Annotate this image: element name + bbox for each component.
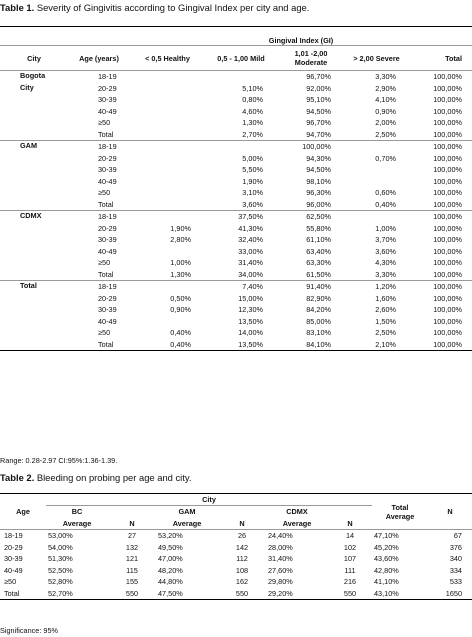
table1-cell-severe: 0,70% [375,153,396,163]
table2-cell-age: ≥50 [4,577,17,587]
table1-cell-moderate: 61,50% [306,269,331,279]
table-row [0,223,472,235]
table1-cell-total: 100,00% [433,72,462,82]
table1-cell-moderate: 92,00% [306,83,331,93]
table2-caption-text: Bleeding on probing per age and city. [34,472,192,483]
table1-group-header: Gingival Index (GI) [268,36,334,45]
table1-cell-healthy [130,199,205,211]
table1-cell-moderate: 96,00% [306,199,331,209]
table1-cell-age: 40-49 [98,176,117,186]
table1-cell-mild: 12,30% [238,305,263,315]
table1-cell-mild: 5,50% [242,165,263,175]
table1-cell-mild: 41,30% [238,223,263,233]
table2-cell-total-n: 1650 [445,588,462,598]
table1-city-empty [0,327,68,339]
table1-cell-moderate: 84,10% [306,339,331,349]
table1-cell-severe: 2,90% [375,83,396,93]
table1-city-empty [0,199,68,211]
table1-cell-total: 100,00% [433,153,462,163]
table2-cell-total-average: 42,80% [374,565,399,575]
table2-group-header: City [46,494,372,506]
table2-header-gam-n: N [239,518,245,528]
table2-cell-cdmx-n: 111 [344,565,356,575]
table1-cell-healthy [130,106,205,118]
table2-subheader-gam: GAM [178,507,196,517]
table-row [0,339,472,351]
table1-cell-total: 100,00% [433,95,462,105]
table1-cell-moderate: 100,00% [302,142,331,152]
table1-cell-moderate: 63,40% [306,246,331,256]
table2-cell-cdmx-n: 107 [343,554,357,564]
table1-cell-severe [345,141,408,153]
table-row [0,187,472,199]
table1-cell-severe: 3,30% [375,269,396,279]
table1-cell-total: 100,00% [433,328,462,338]
table1-cell-age: 18-19 [98,282,117,292]
table-row [0,553,472,565]
table2-cell-total-n: 376 [449,542,462,552]
table1-city-label: Bogota [20,71,46,80]
table1-cell-total: 100,00% [433,188,462,198]
table1-cell-healthy: 2,80% [170,235,191,245]
table1-cell-total: 100,00% [433,339,462,349]
table1-cell-healthy: 1,00% [170,258,191,268]
table1-cell-total: 100,00% [433,199,462,209]
table1-cell-moderate: 94,50% [306,106,331,116]
table2-cell-cdmx-average: 27,60% [268,565,293,575]
table1-city-empty [0,269,68,281]
table2-cell-cdmx-average: 28,00% [268,542,293,552]
table1-cell-age: 30-39 [98,305,117,315]
table1-caption [0,2,309,13]
table2-header-gam-average: Average [172,518,202,528]
table1-cell-age: 40-49 [98,106,117,116]
table-row [0,304,472,316]
table1-cell-healthy: 0,40% [170,339,191,349]
table1-cell-age: Total [98,129,114,139]
table2-cell-total-average: 47,10% [374,531,399,541]
table2-cell-age: 20-29 [4,542,23,552]
table2-body [0,530,472,600]
table2-cell-bc-n: 115 [126,565,138,575]
table1-city-empty [0,223,68,235]
table2-note: Significance: 95% [0,626,59,635]
table2 [0,493,472,600]
table1-city-empty [0,316,68,328]
table2-cell-total-average: 45,20% [374,542,399,552]
table1-cell-severe: 1,50% [375,316,396,326]
table1-cell-severe: 3,60% [375,246,396,256]
table-row [0,176,472,188]
table1-cell-total: 100,00% [433,258,462,268]
table2-cell-total-n: 334 [449,565,462,575]
table1-cell-mild: 0,80% [242,95,263,105]
table1-cell-healthy [130,94,205,106]
table1-cell-mild: 5,00% [242,153,263,163]
table1-cell-mild: 14,00% [238,328,263,338]
table2-cell-gam-n: 142 [235,542,249,552]
table1-cell-healthy [130,129,205,141]
table1-city-empty [0,153,68,165]
table1-cell-healthy [130,211,205,223]
table1-cell-moderate: 96,70% [306,72,331,82]
table1-cell-total: 100,00% [433,246,462,256]
table1-city-empty [0,246,68,258]
table-row [0,106,472,118]
table1-city-empty [0,234,68,246]
table-row [0,164,472,176]
table2-cell-cdmx-n: 550 [343,588,357,598]
table1-cell-healthy: 1,30% [170,269,191,279]
table2-caption [0,472,191,483]
table2-header-total-n: N [447,507,453,516]
table1-cell-age: ≥50 [98,258,111,268]
table1-cell-age: 40-49 [98,246,117,256]
table1-cell-age: Total [98,269,114,279]
table-row [0,211,472,223]
table1-cell-severe: 0,40% [375,199,396,209]
table1-cell-age: ≥50 [98,328,111,338]
table1-cell-mild [205,71,277,83]
table1-caption-label: Table 1. [0,2,35,13]
table2-cell-gam-n: 112 [236,554,248,564]
table1-cell-mild: 33,00% [238,246,263,256]
table2-header-age: Age [16,507,30,516]
table1-cell-age: Total [98,339,114,349]
table2-cell-bc-n: 132 [125,542,139,552]
table-row [0,83,472,95]
table1-cell-moderate: 85,00% [306,316,331,326]
table2-header-bc-n: N [129,518,135,528]
table1-cell-mild: 5,10% [242,83,263,93]
table1-cell-severe: 3,70% [375,235,396,245]
table1-cell-mild: 3,10% [242,188,263,198]
table1-city-empty [0,187,68,199]
table1-cell-total: 100,00% [433,83,462,93]
table1-cell-moderate: 62,50% [306,212,331,222]
table1-cell-severe: 3,30% [375,72,396,82]
table-row [0,281,472,293]
table1-cell-severe [345,211,408,223]
table2-cell-age: 18-19 [4,531,23,541]
table2-cell-total-n: 67 [453,531,462,541]
table1-cell-severe: 1,20% [375,282,396,292]
table1-cell-total: 100,00% [433,165,462,175]
table-row [0,234,472,246]
table-row [0,117,472,129]
table1-cell-mild: 31,40% [238,258,263,268]
table2-cell-total-n: 340 [449,554,462,564]
table2-subheader-cdmx: CDMX [286,507,308,517]
table-row [0,316,472,328]
table2-caption-label: Table 2. [0,472,35,483]
table2-cell-bc-n: 550 [125,588,139,598]
table1-city-empty [0,94,68,106]
table1-cell-healthy [130,316,205,328]
table2-cell-bc-average: 52,70% [48,588,73,598]
table2-cell-age: Total [4,588,20,598]
table1-cell-moderate: 63,30% [306,258,331,268]
table1-cell-healthy [130,246,205,258]
table2-cell-cdmx-n: 14 [345,531,355,541]
table1-cell-age: 30-39 [98,235,117,245]
table1-cell-severe: 0,90% [375,106,396,116]
table1-header-total: Total [445,53,462,63]
table1-header-age: Age (years) [79,53,119,63]
table1-cell-moderate: 61,10% [306,235,331,245]
table2-cell-cdmx-average: 24,40% [268,531,293,541]
table2-cell-bc-average: 52,50% [48,565,73,575]
table1-cell-moderate: 94,30% [306,153,331,163]
table1-cell-severe: 2,00% [375,118,396,128]
table1-header-moderate [277,46,345,71]
table-row [0,246,472,258]
table1-cell-moderate: 83,10% [306,328,331,338]
table1-header-mild: 0,5 - 1,00 Mild [217,53,265,63]
table1-cell-mild: 1,90% [242,176,263,186]
table1-city-label: Total [20,281,37,290]
table-row [0,327,472,339]
table1-cell-total: 100,00% [433,269,462,279]
table1-cell-moderate: 55,80% [306,223,331,233]
table-row [0,269,472,281]
table1 [0,26,472,351]
table1-city-empty [0,106,68,118]
table1-cell-moderate: 94,50% [306,165,331,175]
table1-cell-severe: 0,60% [375,188,396,198]
table1-cell-age: ≥50 [98,188,111,198]
table1-header-severe: > 2,00 Severe [353,53,400,63]
table1-cell-age: 30-39 [98,165,117,175]
table2-cell-bc-average: 52,80% [48,577,73,587]
table1-cell-mild: 37,50% [238,212,263,222]
table1-cell-healthy [130,281,205,293]
table1-city-label: City [20,82,34,92]
table1-cell-moderate: 91,40% [306,282,331,292]
table-row [0,94,472,106]
table-row [0,257,472,269]
table1-cell-mild: 1,30% [242,118,263,128]
table1-caption-text: Severity of Gingivitis according to Gingival Index per city and age. [34,2,310,13]
table2-cell-gam-average: 49,50% [158,542,183,552]
table1-cell-healthy [130,83,205,95]
table1-cell-total: 100,00% [433,212,462,222]
table1-cell-healthy: 0,90% [170,305,191,315]
table1-city-empty [0,129,68,141]
table1-cell-healthy [130,164,205,176]
table2-cell-gam-average: 47,00% [158,554,183,564]
table2-cell-gam-average: 47,50% [158,588,183,598]
table1-cell-healthy [130,176,205,188]
table1-cell-mild: 13,50% [238,339,263,349]
table2-cell-bc-average: 51,30% [48,554,73,564]
table1-cell-healthy [130,71,205,83]
table1-cell-healthy [130,187,205,199]
table1-cell-moderate: 82,90% [306,293,331,303]
table-row [0,293,472,305]
table1-cell-age: 40-49 [98,316,117,326]
table1-city-empty [0,304,68,316]
table2-header-total-line1: Total [391,502,409,512]
table1-cell-total: 100,00% [433,142,462,152]
table1-city-label: CDMX [20,211,42,220]
table1-cell-total: 100,00% [433,316,462,326]
table2-subheader-bc: BC [71,507,83,517]
table1-cell-healthy: 0,50% [170,293,191,303]
table1-cell-moderate: 95,10% [306,95,331,105]
table1-cell-severe: 4,30% [375,258,396,268]
table1-cell-total: 100,00% [433,176,462,186]
table2-cell-bc-average: 53,00% [48,531,73,541]
table1-cell-total: 100,00% [433,129,462,139]
table2-cell-total-average: 41,10% [374,577,399,587]
table1-cell-mild: 7,40% [242,282,263,292]
table1-cell-age: 18-19 [98,72,117,82]
table1-cell-total: 100,00% [433,106,462,116]
table-row [0,542,472,554]
table2-cell-bc-average: 54,00% [48,542,73,552]
table2-cell-cdmx-average: 31,40% [268,554,293,564]
table1-cell-total: 100,00% [433,118,462,128]
table2-cell-gam-average: 53,20% [158,531,183,541]
table1-cell-healthy: 0,40% [170,328,191,338]
table1-header-moderate-line2: Moderate [294,58,328,67]
table1-cell-moderate: 96,30% [306,188,331,198]
table1-cell-severe: 2,60% [375,305,396,315]
table1-cell-severe [345,176,408,188]
table-row [0,530,472,542]
table2-cell-gam-n: 26 [237,531,247,541]
table1-city-empty [0,293,68,305]
table-row [0,129,472,141]
table2-cell-age: 40-49 [4,565,23,575]
table1-cell-age: 20-29 [98,83,117,93]
table1-city-empty [0,257,68,269]
table2-header-cdmx-average: Average [282,518,312,528]
table1-cell-severe: 2,50% [375,328,396,338]
table1-header-city: City [27,53,41,63]
table1-cell-age: 30-39 [98,95,117,105]
table2-cell-gam-n: 550 [235,588,249,598]
table1-cell-severe: 1,00% [375,223,396,233]
table1-cell-total: 100,00% [433,293,462,303]
table1-cell-severe [345,164,408,176]
table1-cell-age: Total [98,199,114,209]
table1-cell-mild: 13,50% [238,316,263,326]
table2-header-total-line2: Average [385,511,415,521]
table1-note: Range: 0.28-2.97 CI:95%:1.36-1.39. [0,456,118,465]
table1-cell-mild: 34,00% [238,269,263,279]
table1-city-empty [0,117,68,129]
table2-cell-bc-n: 155 [125,577,139,587]
table1-city-empty [0,339,68,351]
table1-header-moderate-line1: 1,01 -2,00 [294,49,328,58]
table1-cell-mild: 2,70% [242,129,263,139]
table2-cell-gam-average: 44,80% [158,577,183,587]
table2-header-total-average [372,494,428,530]
table1-cell-moderate: 94,70% [306,129,331,139]
table1-cell-healthy [130,141,205,153]
table-row [0,141,472,153]
table1-cell-mild [205,141,277,153]
table-row [0,153,472,165]
table1-cell-severe: 1,60% [375,293,396,303]
table-row [0,588,472,600]
table1-city-label: GAM [20,141,38,150]
table2-cell-gam-n: 162 [235,577,249,587]
table2-cell-bc-n: 121 [125,554,139,564]
table1-cell-total: 100,00% [433,223,462,233]
table1-cell-mild: 3,60% [242,199,263,209]
table2-cell-total-average: 43,60% [374,554,399,564]
table2-cell-cdmx-n: 216 [343,577,357,587]
table1-header-healthy: < 0,5 Healthy [145,53,190,63]
table1-cell-healthy [130,117,205,129]
table2-header-cdmx-n: N [347,518,353,528]
table1-cell-mild: 32,40% [238,235,263,245]
table1-cell-healthy: 1,90% [170,223,191,233]
table2-cell-total-n: 533 [449,577,462,587]
table1-cell-moderate: 96,70% [306,118,331,128]
table2-cell-bc-n: 27 [127,531,137,541]
table1-cell-severe: 2,10% [375,339,396,349]
table1-cell-mild: 15,00% [238,293,263,303]
table-row [0,71,472,83]
table1-body [0,71,472,351]
table-row [0,199,472,211]
table1-cell-healthy [130,153,205,165]
table1-cell-mild: 4,60% [242,106,263,116]
table1-cell-age: 20-29 [98,293,117,303]
table1-cell-total: 100,00% [433,282,462,292]
table2-cell-cdmx-n: 102 [343,542,357,552]
table2-cell-total-average: 43,10% [374,588,399,598]
table1-cell-age: 18-19 [98,212,117,222]
table1-cell-total: 100,00% [433,305,462,315]
table2-cell-gam-n: 108 [235,565,249,575]
table1-cell-age: 18-19 [98,142,117,152]
table2-cell-age: 30-39 [4,554,23,564]
table-row [0,576,472,588]
table1-cell-age: 20-29 [98,223,117,233]
table1-cell-age: ≥50 [98,118,111,128]
table-row [0,565,472,577]
table2-cell-cdmx-average: 29,20% [268,588,293,598]
table1-cell-severe: 4,10% [375,95,396,105]
table1-cell-moderate: 84,20% [306,305,331,315]
table1-cell-total: 100,00% [433,235,462,245]
table2-header-bc-average: Average [62,518,92,528]
table2-cell-cdmx-average: 29,80% [268,577,293,587]
table2-cell-gam-average: 48,20% [158,565,183,575]
table1-city-empty [0,164,68,176]
table1-cell-severe: 2,50% [375,129,396,139]
table1-cell-age: 20-29 [98,153,117,163]
table1-city-empty [0,176,68,188]
table1-cell-moderate: 98,10% [306,176,331,186]
